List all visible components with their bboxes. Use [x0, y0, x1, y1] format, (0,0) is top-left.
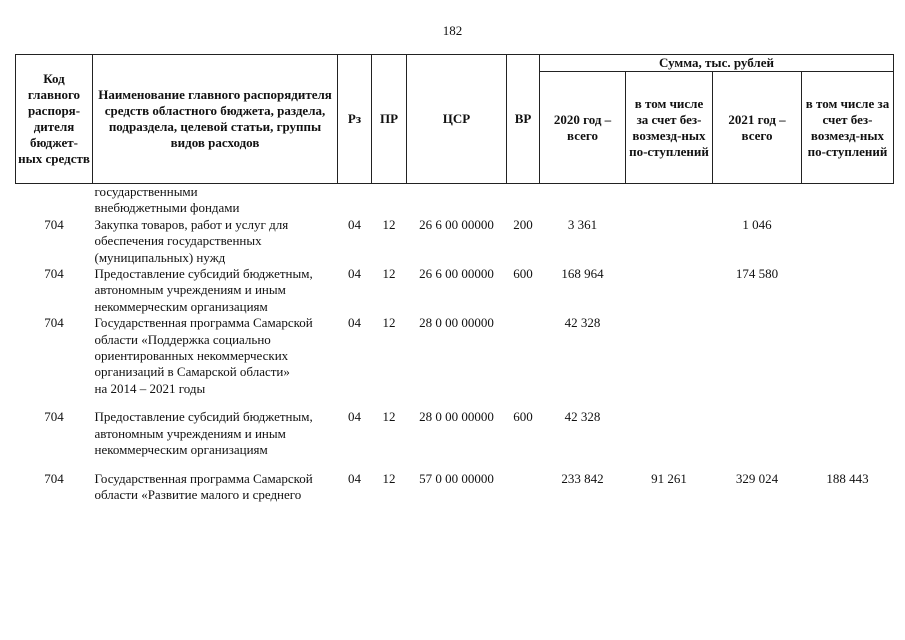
table-row	[16, 409, 894, 458]
row-sum-2021-free	[802, 315, 894, 397]
row-pr: 12	[382, 409, 396, 425]
header-name: Наименование главного распорядителя средств областного бюджета, раздела, подраздела, целевой статьи, группы видов расходов	[93, 55, 338, 184]
row-sum-2020: 168 964	[561, 266, 604, 282]
row-vr: 600	[513, 409, 533, 425]
page-number: 182	[442, 23, 463, 38]
row-rz: 04	[348, 216, 361, 232]
row-vr: 600	[513, 266, 533, 282]
row-sum-2020: 3 361	[567, 216, 598, 232]
row-sum-2020-free	[626, 217, 713, 266]
row-code: 704	[44, 266, 64, 282]
header-2020-free: в том числе за счет без-возмезд-ных по-ступлений	[626, 72, 713, 184]
row-sum-2020-free	[626, 315, 713, 397]
row-csr: 26 6 00 00000	[419, 216, 494, 232]
row-code: 704	[44, 315, 64, 331]
header-code: Код главного распоря-дителя бюджет-ных средств	[16, 55, 93, 184]
row-csr: 28 0 00 00000	[419, 315, 494, 331]
row-name: Государственная программа Самарской области «Развитие малого и среднего	[94, 470, 313, 502]
row-pr: 12	[382, 470, 396, 486]
row-vr	[507, 315, 540, 397]
continuation-row	[16, 184, 894, 217]
continuation-text: государственными внебюджетными фондами	[94, 184, 240, 216]
row-name: Предоставление субсидий бюджетным, автономным учреждениям и иным некоммерческим организациям	[94, 266, 313, 314]
row-sum-2021: 174 580	[735, 266, 779, 282]
row-csr: 57 0 00 00000	[419, 470, 494, 486]
row-csr: 26 6 00 00000	[419, 266, 494, 282]
header-vr: ВР	[507, 55, 540, 184]
row-sum-2020: 42 328	[564, 315, 601, 331]
row-sum-2021: 329 024	[735, 470, 779, 486]
row-rz: 04	[348, 266, 361, 282]
header-csr: ЦСР	[407, 55, 507, 184]
row-pr: 12	[382, 266, 396, 282]
row-sum-2021-free: 188 443	[826, 470, 869, 486]
row-name-cell	[93, 315, 338, 397]
row-sum-2020-free: 91 261	[651, 470, 687, 486]
row-code: 704	[44, 216, 64, 232]
row-sum-2021-free	[802, 266, 894, 315]
row-vr: 200	[513, 216, 533, 232]
row-name: Предоставление субсидий бюджетным, автономным учреждениям и иным некоммерческим организациям	[94, 409, 313, 458]
header-sum: Сумма, тыс. рублей	[540, 55, 894, 72]
row-csr: 28 0 00 00000	[419, 409, 494, 425]
header-2021-total: 2021 год – всего	[713, 72, 802, 184]
row-name: Закупка товаров, работ и услуг для обеспечения государственных (муниципальных) нужд	[94, 216, 289, 265]
row-rz: 04	[348, 470, 361, 486]
row-name-tail: на 2014 – 2021 годы	[94, 380, 206, 396]
row-sum-2020: 42 328	[564, 409, 601, 425]
row-code: 704	[44, 470, 64, 486]
row-name: Государственная программа Самарской области «Поддержка социально ориентированных некоммерческих организаций в Самарской области»	[94, 315, 313, 380]
row-code: 704	[44, 409, 64, 425]
table-row	[16, 315, 894, 397]
row-pr: 12	[382, 315, 396, 331]
row-rz: 04	[348, 315, 361, 331]
row-sum-2021: 1 046	[742, 216, 772, 232]
row-sum-2021	[713, 315, 802, 397]
header-rz: Рз	[338, 55, 372, 184]
header-2020-total: 2020 год – всего	[540, 72, 626, 184]
row-pr: 12	[382, 216, 396, 232]
row-sum-2021	[713, 409, 802, 458]
row-sum-2020: 233 842	[561, 470, 604, 486]
table-row	[16, 217, 894, 266]
table-row	[16, 471, 894, 504]
header-pr: ПР	[372, 55, 407, 184]
budget-table	[15, 54, 894, 503]
row-sum-2020-free	[626, 266, 713, 315]
header-2021-free: в том числе за счет без-возмезд-ных по-ступлений	[802, 72, 894, 184]
row-sum-2020-free	[626, 409, 713, 458]
row-sum-2021-free	[802, 409, 894, 458]
row-sum-2021-free	[802, 217, 894, 266]
row-rz: 04	[348, 409, 361, 425]
row-vr	[507, 471, 540, 504]
table-row	[16, 266, 894, 315]
